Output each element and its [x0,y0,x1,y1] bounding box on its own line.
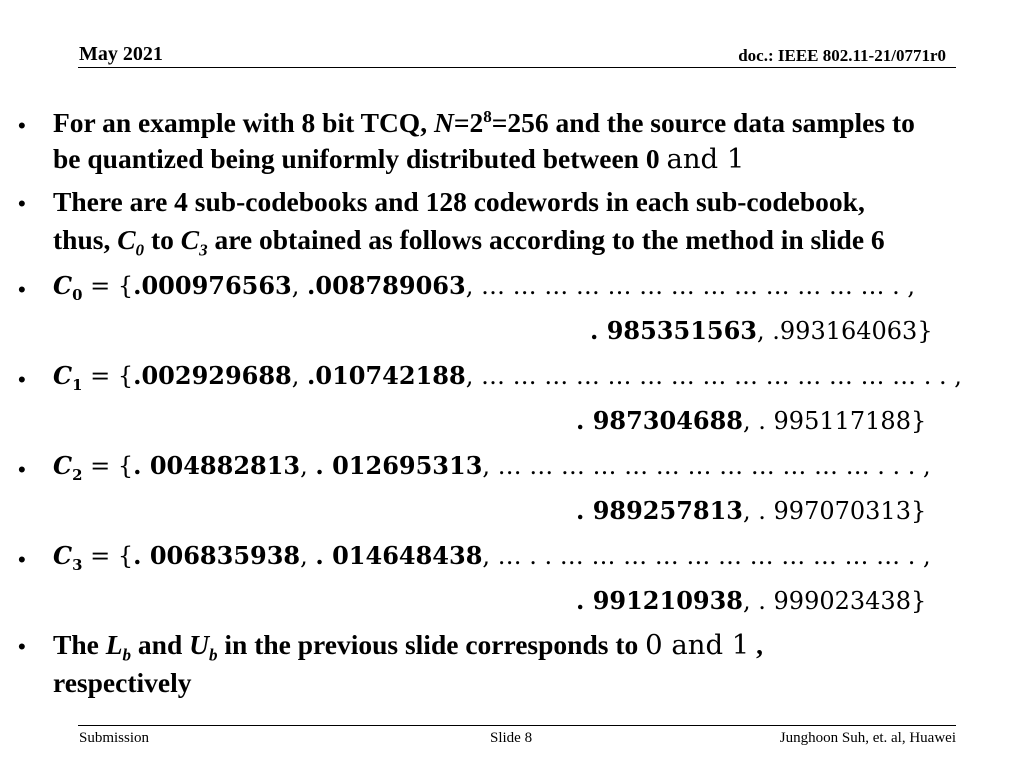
bullet-7-and: and [131,629,190,660]
c3-close-brace: } [910,587,927,615]
c3-second-codeword: . 014648438 [315,541,483,570]
footer-slide-number: Slide 8 [490,730,533,746]
c1-second-last-codeword: . 987304688 [576,406,744,435]
c2-separator: , [300,452,316,480]
codebook-c3-line-1 [53,540,931,572]
c0-variable: C [53,271,73,300]
codebook-c2-line-1 [53,450,931,482]
c3-variable: C [53,541,73,570]
exponent-8: 8 [483,106,492,126]
c0-subscript: 0 [72,285,83,304]
header-divider [78,67,956,68]
bullet-2-to: to [144,224,181,255]
variable-l: L [105,629,123,660]
bullet-1-text-c: =256 and the source data samples to [491,107,915,138]
c0-ellipsis: , … … … … … … … … … … … … … . , [465,272,916,300]
subscript-0: 0 [135,240,145,260]
c0-first-codeword: .000976563 [133,271,292,300]
codebook-c0-line-1 [53,270,915,302]
bullet-1-text-b: =2 [453,107,484,138]
footer-divider [78,725,956,726]
c3-second-last-codeword: . 991210938 [576,586,744,615]
c1-second-codeword: .010742188 [307,361,466,390]
bullet-c1-marker: • [18,367,26,392]
c1-subscript: 1 [72,375,83,394]
codebook-c0-line-2 [590,315,933,347]
c2-last-codeword: , . 997070313 [743,497,911,525]
c2-ellipsis: , … … … … … … … … … … … … . . . , [482,452,931,480]
c2-variable: C [53,451,73,480]
c1-last-codeword: , . 995117188 [743,407,911,435]
header-doc-id: doc.: IEEE 802.11-21/0771r0 [738,46,946,65]
c3-last-codeword: , . 999023438 [743,587,911,615]
bullet-2-suffix: are obtained as follows according to the method in slide 6 [207,224,885,255]
bullet-c3-marker: • [18,547,26,572]
bullet-1-line-2 [53,140,1003,178]
c1-equals: = { [82,362,134,390]
bullet-c2-marker: • [18,457,26,482]
c3-subscript: 3 [72,555,83,574]
bullet-2-marker: • [18,191,26,216]
footer-submission: Submission [79,730,150,746]
c1-ellipsis: , … … … … … … … … … … … … … … . . , [465,362,962,390]
bullet-7-text-a: The [53,629,106,660]
bullet-c0-marker: • [18,277,26,302]
variable-c-start: C [117,224,136,255]
bullet-7-text-c: , [749,629,764,660]
bullet-1-line-1 [53,104,1003,141]
c1-first-codeword: .002929688 [133,361,292,390]
c1-separator: , [291,362,308,390]
c0-second-codeword: .008789063 [307,271,466,300]
subscript-b-u: b [209,645,218,665]
variable-c-end: C [180,224,200,255]
codebook-c3-line-2 [576,585,926,617]
bullet-7-math: 0 and 1 [645,629,750,661]
subscript-3: 3 [199,240,208,260]
c2-second-codeword: . 012695313 [315,451,483,480]
c3-separator: , [300,542,316,570]
variable-n: N [433,107,454,138]
bullet-1-text-a: For an example with 8 bit TCQ, [53,107,434,138]
c2-subscript: 2 [72,465,83,484]
bullet-1-marker: • [18,113,26,138]
bullet-1-line-2-text: be quantized being uniformly distributed between 0 [53,143,667,174]
c2-equals: = { [82,452,134,480]
c3-ellipsis: , … . . … … … … … … … … … … … . , [482,542,931,570]
c1-close-brace: } [910,407,927,435]
codebook-c2-line-2 [576,495,926,527]
c2-close-brace: } [910,497,927,525]
c0-equals: = { [82,272,134,300]
bullet-1-line-2-math: and 1 [666,143,745,175]
bullet-2-prefix: thus, [53,224,118,255]
c0-separator: , [291,272,308,300]
codebook-c1-line-1 [53,360,962,392]
c0-second-last-codeword: . 985351563 [590,316,758,345]
bullet-2-line-2 [53,221,1003,258]
variable-u: U [189,629,210,660]
c0-close-brace: } [917,317,933,345]
subscript-b-l: b [122,645,132,665]
bullet-7-line-1 [53,626,1003,664]
header-date: May 2021 [79,43,163,65]
bullet-7-text-b: in the previous slide corresponds to [217,629,646,660]
c0-last-codeword: , .993164063 [757,317,918,345]
bullet-7-line-2: respectively [53,667,192,698]
c2-second-last-codeword: . 989257813 [576,496,744,525]
c1-variable: C [53,361,73,390]
bullet-2-line-1: There are 4 sub-codebooks and 128 codewords in each sub-codebook, [53,186,865,217]
c2-first-codeword: . 004882813 [133,451,301,480]
footer-authors: Junghoon Suh, et. al, Huawei [779,730,956,746]
bullet-7-marker: • [18,634,26,659]
c3-first-codeword: . 006835938 [133,541,301,570]
c3-equals: = { [82,542,134,570]
codebook-c1-line-2 [576,405,926,437]
